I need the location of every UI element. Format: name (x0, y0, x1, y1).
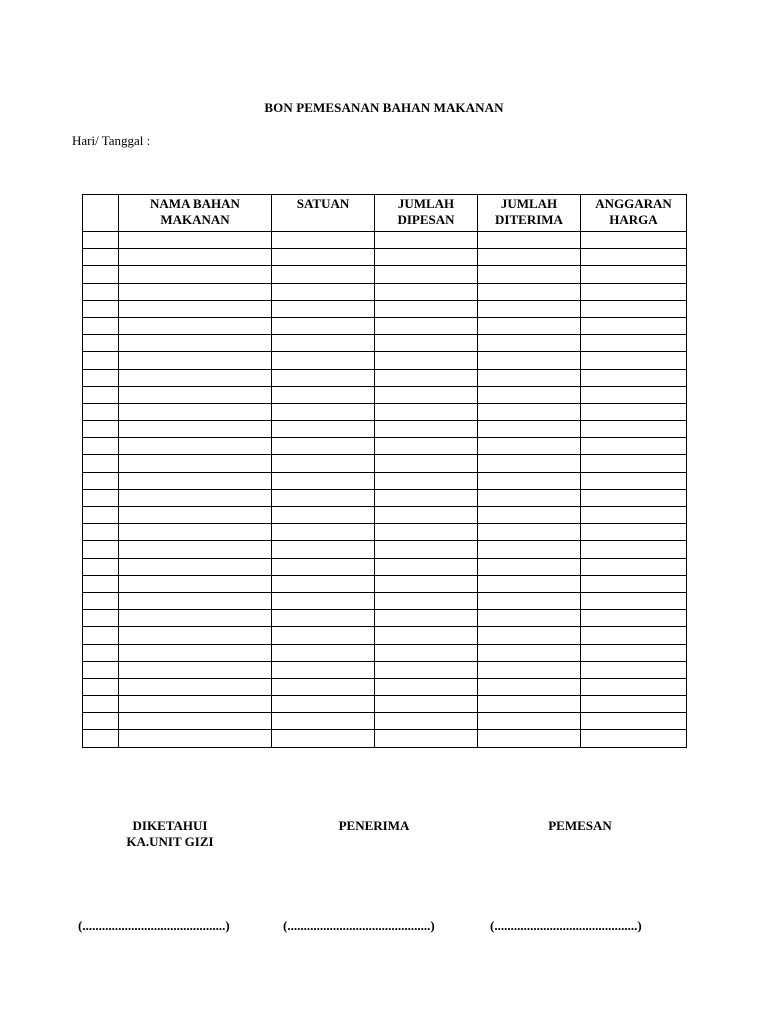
table-cell (478, 627, 581, 644)
table-cell (581, 232, 687, 249)
table-cell (83, 644, 119, 661)
table-cell (83, 421, 119, 438)
table-row (83, 352, 687, 369)
table-cell (478, 713, 581, 730)
table-cell (272, 610, 375, 627)
table-cell (119, 249, 272, 266)
table-cell (119, 283, 272, 300)
table-row (83, 335, 687, 352)
table-cell (375, 369, 478, 386)
table-cell (272, 352, 375, 369)
table-cell (83, 541, 119, 558)
table-cell (478, 283, 581, 300)
table-cell (375, 524, 478, 541)
table-cell (119, 507, 272, 524)
table-cell (478, 644, 581, 661)
table-cell (478, 421, 581, 438)
table-cell (375, 403, 478, 420)
table-cell (478, 558, 581, 575)
table-cell (272, 489, 375, 506)
table-cell (272, 592, 375, 609)
table-cell (478, 317, 581, 334)
table-cell (478, 661, 581, 678)
table-cell (581, 403, 687, 420)
table-cell (478, 489, 581, 506)
table-row (83, 644, 687, 661)
table-cell (272, 696, 375, 713)
table-cell (119, 266, 272, 283)
table-cell (478, 730, 581, 747)
table-cell (83, 232, 119, 249)
table-cell (83, 661, 119, 678)
table-row (83, 386, 687, 403)
table-cell (478, 352, 581, 369)
table-cell (375, 644, 478, 661)
table-cell (581, 300, 687, 317)
table-row (83, 592, 687, 609)
table-cell (581, 730, 687, 747)
table-cell (119, 438, 272, 455)
table-cell (478, 249, 581, 266)
table-cell (581, 283, 687, 300)
table-cell (478, 335, 581, 352)
table-cell (272, 558, 375, 575)
header-quantity-received: JUMLAH DITERIMA (478, 195, 581, 232)
table-cell (581, 661, 687, 678)
table-cell (272, 730, 375, 747)
table-cell (272, 300, 375, 317)
table-cell (83, 317, 119, 334)
table-row (83, 627, 687, 644)
table-cell (375, 489, 478, 506)
table-cell (83, 472, 119, 489)
table-cell (119, 403, 272, 420)
table-cell (375, 507, 478, 524)
table-cell (83, 266, 119, 283)
document-title: BON PEMESANAN BAHAN MAKANAN (264, 100, 504, 115)
table-cell (478, 507, 581, 524)
table-cell (375, 317, 478, 334)
table-row (83, 438, 687, 455)
table-row (83, 249, 687, 266)
table-cell (375, 627, 478, 644)
table-cell (272, 232, 375, 249)
table-cell (581, 455, 687, 472)
table-cell (272, 317, 375, 334)
table-cell (83, 627, 119, 644)
table-row (83, 266, 687, 283)
table-cell (83, 592, 119, 609)
table-cell (83, 438, 119, 455)
table-cell (272, 386, 375, 403)
header-budget-price: ANGGARAN HARGA (581, 195, 687, 232)
table-row (83, 472, 687, 489)
header-number (83, 195, 119, 232)
table-cell (272, 678, 375, 695)
table-row (83, 541, 687, 558)
table-row (83, 661, 687, 678)
table-cell (478, 524, 581, 541)
table-cell (272, 335, 375, 352)
table-cell (119, 644, 272, 661)
table-cell (478, 610, 581, 627)
table-row (83, 369, 687, 386)
table-cell (581, 678, 687, 695)
table-cell (119, 455, 272, 472)
table-row (83, 610, 687, 627)
table-cell (375, 352, 478, 369)
table-cell (581, 592, 687, 609)
table-cell (375, 283, 478, 300)
table-cell (375, 455, 478, 472)
table-cell (375, 696, 478, 713)
table-cell (478, 438, 581, 455)
table-cell (375, 472, 478, 489)
table-cell (83, 386, 119, 403)
table-cell (272, 249, 375, 266)
table-cell (581, 627, 687, 644)
table-cell (272, 283, 375, 300)
table-cell (581, 696, 687, 713)
table-cell (581, 472, 687, 489)
table-cell (375, 438, 478, 455)
table-cell (83, 283, 119, 300)
table-cell (83, 249, 119, 266)
table-cell (272, 507, 375, 524)
table-row (83, 403, 687, 420)
table-cell (478, 696, 581, 713)
table-row (83, 696, 687, 713)
table-cell (119, 661, 272, 678)
table-cell (83, 696, 119, 713)
header-quantity-ordered: JUMLAH DIPESAN (375, 195, 478, 232)
table-cell (375, 266, 478, 283)
table-cell (375, 232, 478, 249)
table-cell (581, 317, 687, 334)
table-cell (272, 541, 375, 558)
table-cell (119, 300, 272, 317)
table-cell (119, 730, 272, 747)
table-cell (119, 678, 272, 695)
table-cell (83, 300, 119, 317)
table-cell (119, 317, 272, 334)
table-cell (478, 386, 581, 403)
table-header-row (83, 195, 687, 232)
table-cell (272, 627, 375, 644)
table-cell (83, 678, 119, 695)
table-cell (478, 455, 581, 472)
table-cell (83, 713, 119, 730)
table-cell (119, 232, 272, 249)
table-cell (272, 661, 375, 678)
table-cell (581, 541, 687, 558)
table-cell (375, 610, 478, 627)
table-cell (581, 352, 687, 369)
signature-label-orderer: PEMESAN (548, 818, 612, 833)
table-cell (119, 541, 272, 558)
signature-line-receiver: (............................................) (283, 918, 435, 933)
table-cell (478, 592, 581, 609)
table-cell (272, 644, 375, 661)
header-unit: SATUAN (272, 195, 375, 232)
table-cell (478, 472, 581, 489)
table-cell (375, 558, 478, 575)
table-cell (375, 335, 478, 352)
table-row (83, 558, 687, 575)
table-cell (581, 507, 687, 524)
table-row (83, 317, 687, 334)
table-cell (478, 403, 581, 420)
table-cell (83, 489, 119, 506)
table-cell (119, 524, 272, 541)
table-cell (119, 592, 272, 609)
table-cell (272, 403, 375, 420)
table-cell (581, 369, 687, 386)
table-cell (119, 489, 272, 506)
table-cell (581, 524, 687, 541)
table-cell (478, 266, 581, 283)
table-cell (375, 386, 478, 403)
table-cell (478, 232, 581, 249)
table-cell (272, 455, 375, 472)
table-cell (581, 438, 687, 455)
table-cell (478, 300, 581, 317)
table-cell (272, 713, 375, 730)
table-cell (83, 610, 119, 627)
table-cell (272, 524, 375, 541)
table-cell (581, 558, 687, 575)
table-row (83, 678, 687, 695)
table-cell (119, 352, 272, 369)
table-row (83, 455, 687, 472)
table-cell (119, 696, 272, 713)
table-cell (581, 335, 687, 352)
table-cell (478, 369, 581, 386)
table-cell (581, 386, 687, 403)
table-row (83, 283, 687, 300)
table-cell (83, 352, 119, 369)
signature-line-acknowledged: (............................................) (78, 918, 230, 933)
order-table (82, 194, 687, 748)
table-cell (83, 403, 119, 420)
table-cell (375, 713, 478, 730)
table-cell (83, 558, 119, 575)
table-cell (83, 335, 119, 352)
table-cell (119, 335, 272, 352)
signature-label-receiver: PENERIMA (338, 818, 410, 833)
table-row (83, 489, 687, 506)
table-cell (581, 575, 687, 592)
table-row (83, 300, 687, 317)
table-row (83, 232, 687, 249)
table-row (83, 713, 687, 730)
table-cell (83, 507, 119, 524)
table-cell (83, 730, 119, 747)
table-cell (272, 369, 375, 386)
table-cell (375, 678, 478, 695)
table-cell (581, 644, 687, 661)
table-cell (581, 610, 687, 627)
table-cell (375, 661, 478, 678)
table-cell (83, 369, 119, 386)
table-cell (375, 730, 478, 747)
table-cell (119, 386, 272, 403)
table-cell (272, 438, 375, 455)
table-cell (375, 421, 478, 438)
table-cell (119, 472, 272, 489)
table-cell (478, 575, 581, 592)
table-cell (478, 678, 581, 695)
table-cell (119, 627, 272, 644)
table-cell (375, 300, 478, 317)
table-cell (581, 249, 687, 266)
signature-line-orderer: (............................................) (490, 918, 642, 933)
table-cell (272, 575, 375, 592)
table-cell (375, 249, 478, 266)
table-cell (375, 592, 478, 609)
header-item-name: NAMA BAHAN MAKANAN (119, 195, 272, 232)
table-cell (581, 713, 687, 730)
table-cell (119, 421, 272, 438)
table-cell (272, 266, 375, 283)
table-cell (119, 713, 272, 730)
table-cell (581, 489, 687, 506)
table-cell (83, 455, 119, 472)
table-row (83, 421, 687, 438)
table-cell (375, 575, 478, 592)
table-cell (581, 421, 687, 438)
table-cell (119, 575, 272, 592)
date-label: Hari/ Tanggal : (72, 133, 151, 148)
table-cell (272, 421, 375, 438)
table-cell (119, 558, 272, 575)
table-cell (272, 472, 375, 489)
table-cell (83, 575, 119, 592)
table-cell (119, 610, 272, 627)
table-row (83, 524, 687, 541)
table-row (83, 575, 687, 592)
table-cell (478, 541, 581, 558)
table-cell (83, 524, 119, 541)
signature-label-acknowledged: DIKETAHUI KA.UNIT GIZI (126, 818, 214, 849)
table-row (83, 730, 687, 747)
table-cell (581, 266, 687, 283)
table-cell (375, 541, 478, 558)
table-cell (119, 369, 272, 386)
table-row (83, 507, 687, 524)
